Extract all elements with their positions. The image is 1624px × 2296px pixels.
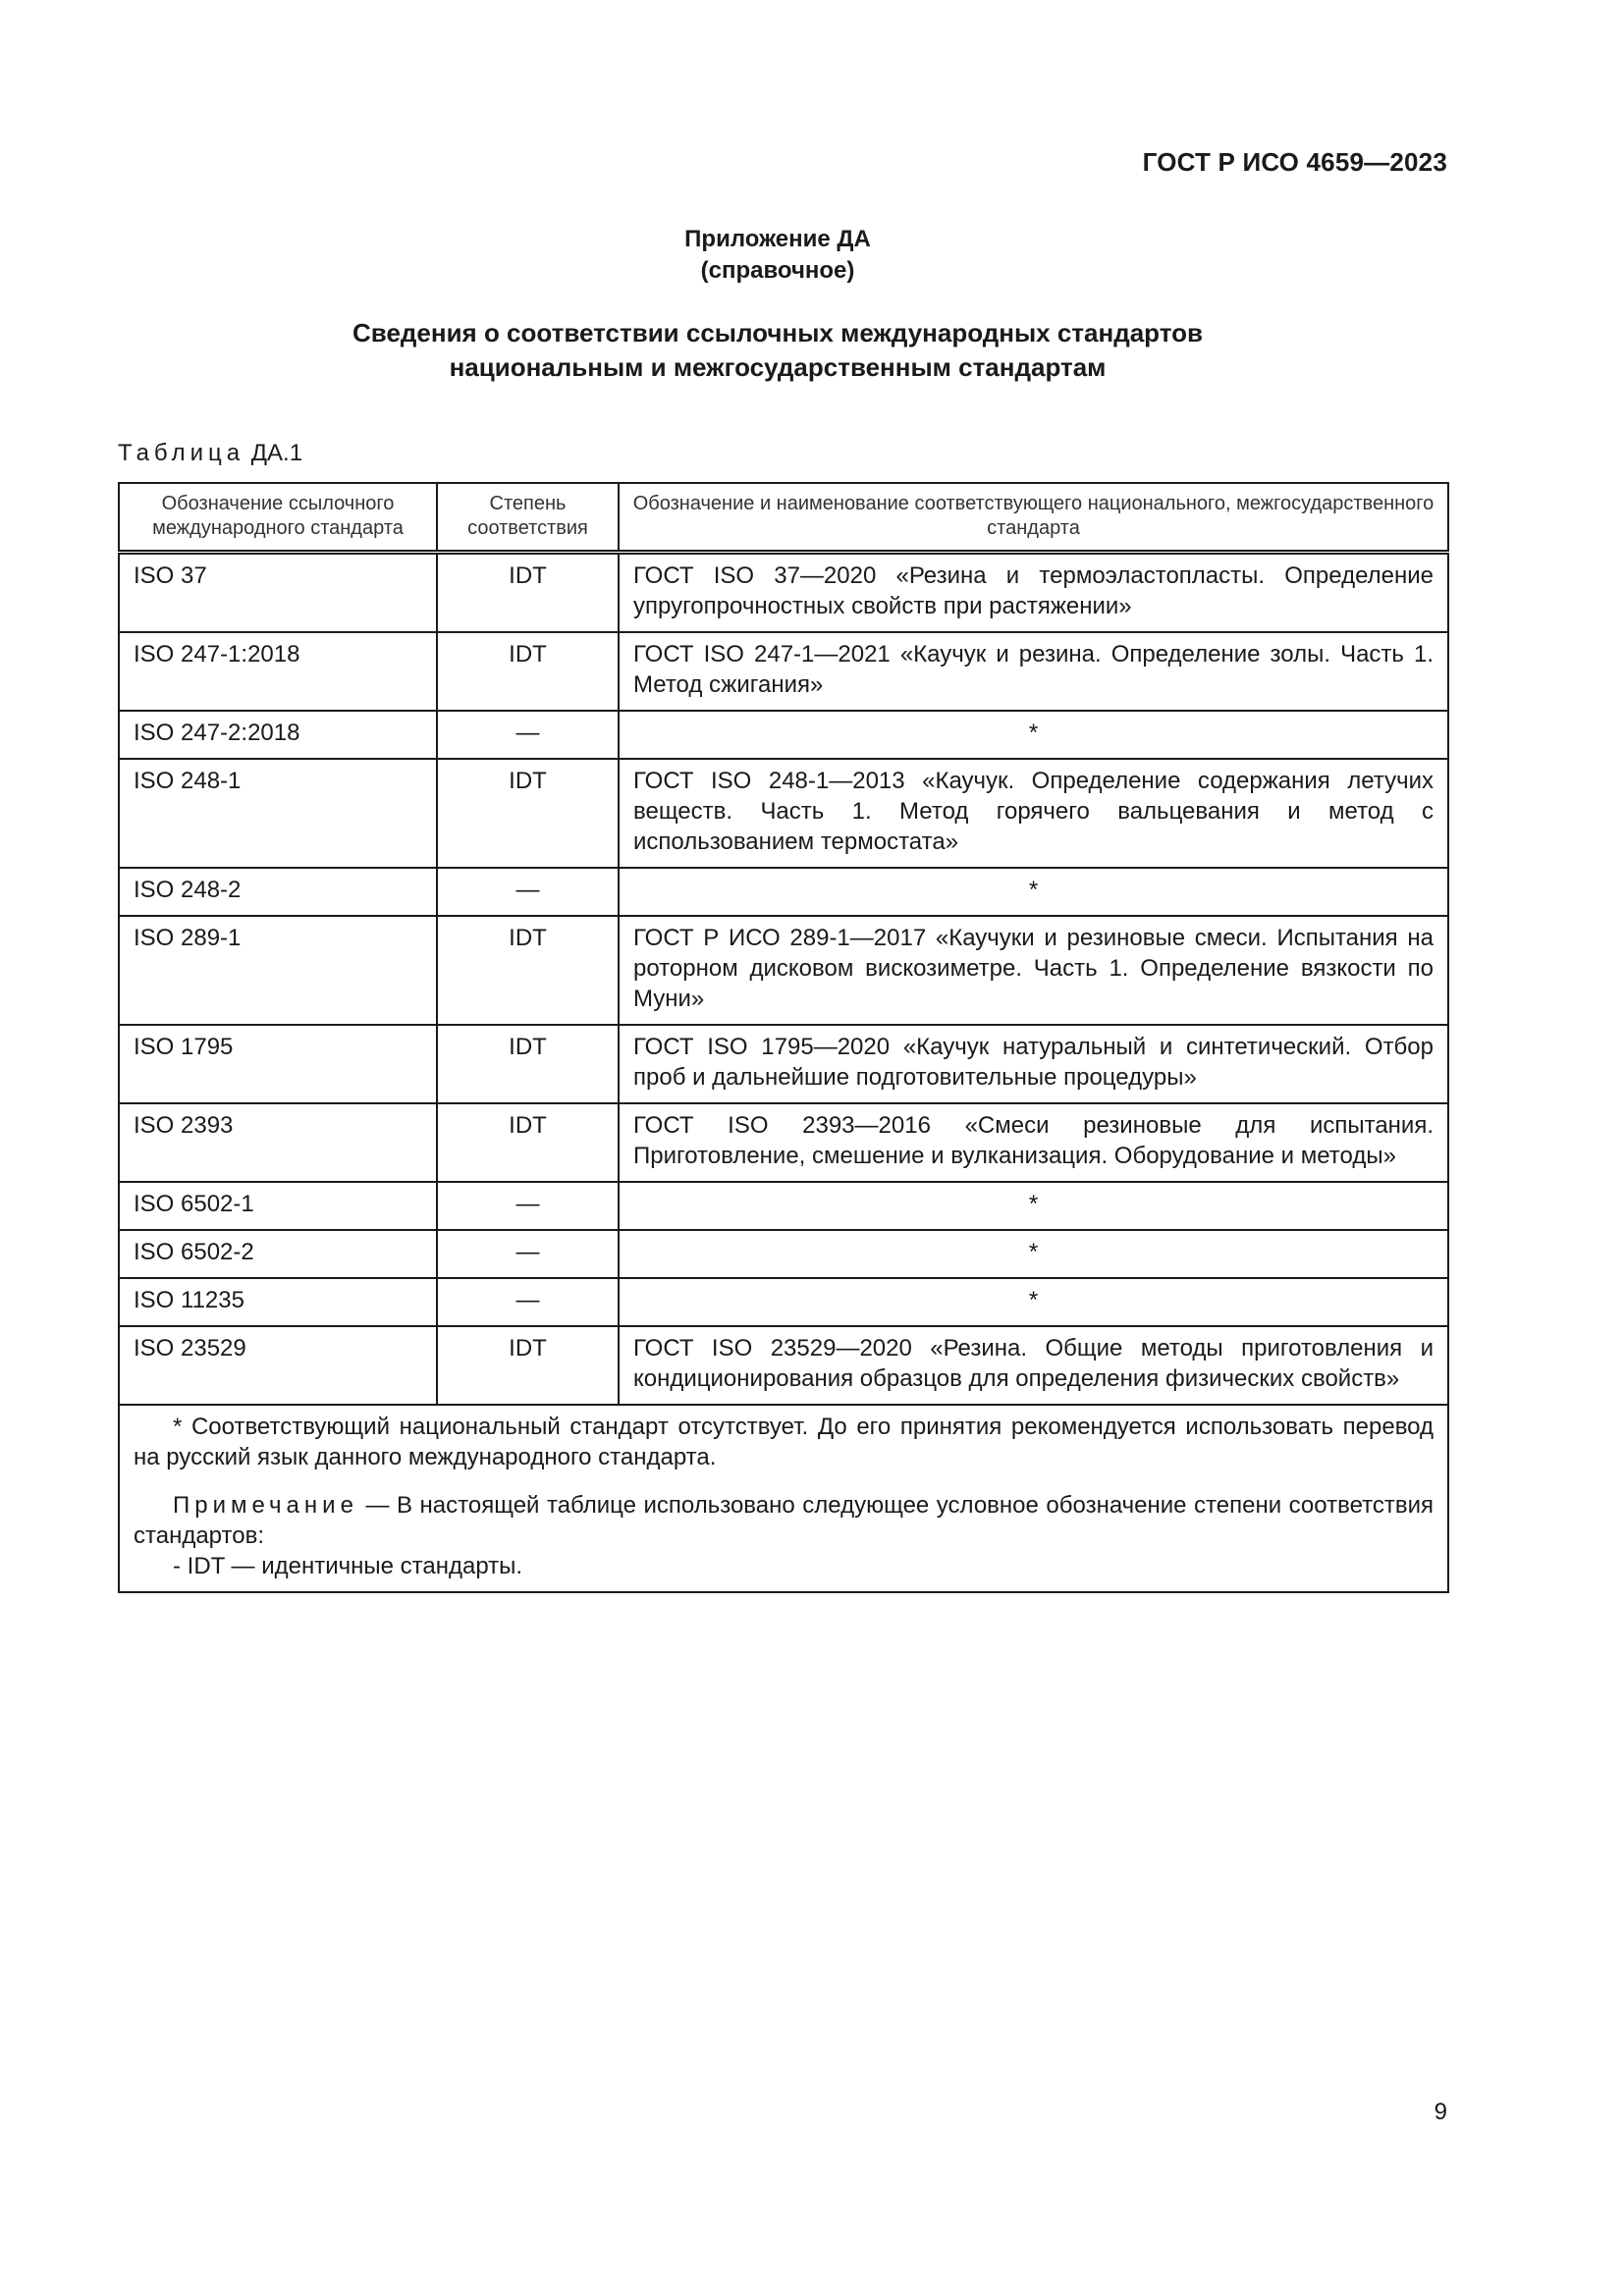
table-caption (118, 440, 302, 467)
table-notes-row (119, 1405, 1448, 1592)
table-row (119, 759, 1448, 868)
table-caption-number: ДА.1 (250, 440, 303, 466)
annex-subtitle: (справочное) (700, 257, 855, 284)
cell-degree: IDT (437, 916, 619, 1025)
cell-description: * (619, 1182, 1448, 1230)
cell-description: * (619, 1278, 1448, 1326)
cell-description: ГОСТ Р ИСО 289-1—2017 «Каучуки и резиновые смеси. Испытания на роторном дисковом вискозиметре. Часть 1. Определение вязкости по Муни» (619, 916, 1448, 1025)
cell-standard: ISO 23529 (119, 1326, 437, 1405)
cell-degree: IDT (437, 553, 619, 633)
table-row (119, 1230, 1448, 1278)
table-row (119, 916, 1448, 1025)
header-international-standard: Обозначение ссылочного международного стандарта (119, 483, 437, 553)
cell-standard: ISO 248-2 (119, 868, 437, 916)
table-header-row (119, 483, 1448, 553)
cell-description: * (619, 1230, 1448, 1278)
cell-degree: IDT (437, 759, 619, 868)
cell-standard: ISO 2393 (119, 1103, 437, 1182)
cell-description: * (619, 868, 1448, 916)
table-note (134, 1490, 1434, 1551)
cell-standard: ISO 1795 (119, 1025, 437, 1103)
table-row (119, 1103, 1448, 1182)
cell-degree: IDT (437, 1103, 619, 1182)
section-title-line-2: национальным и межгосударственным стандартам (449, 352, 1107, 382)
cell-degree: IDT (437, 1025, 619, 1103)
cell-description: ГОСТ ISO 247-1—2021 «Каучук и резина. Определение золы. Часть 1. Метод сжигания» (619, 632, 1448, 711)
cell-degree: — (437, 868, 619, 916)
cell-description: * (619, 711, 1448, 759)
table-row (119, 1326, 1448, 1405)
cell-degree: IDT (437, 1326, 619, 1405)
cell-description: ГОСТ ISO 248-1—2013 «Каучук. Определение содержания летучих веществ. Часть 1. Метод горячего вальцевания и метод с использованием термостата» (619, 759, 1448, 868)
table-footnote: * Соответствующий национальный стандарт отсутствует. До его принятия рекомендуется использовать перевод на русский язык данного международного стандарта. (134, 1414, 1434, 1470)
cell-standard: ISO 248-1 (119, 759, 437, 868)
cell-standard: ISO 6502-1 (119, 1182, 437, 1230)
table-row (119, 553, 1448, 633)
header-degree: Степень соответствия (437, 483, 619, 553)
table-row (119, 868, 1448, 916)
table-row (119, 1278, 1448, 1326)
note-item: - IDT — идентичные стандарты. (173, 1553, 523, 1579)
cell-description: ГОСТ ISO 23529—2020 «Резина. Общие методы приготовления и кондиционирования образцов для определения физических свойств» (619, 1326, 1448, 1405)
annex-title: Приложение ДА (684, 226, 871, 252)
note-text: — В настоящей таблице использовано следующее условное обозначение степени соответствия стандартов: (134, 1492, 1434, 1549)
document-code: ГОСТ Р ИСО 4659—2023 (1142, 147, 1447, 177)
annex-heading (0, 224, 1555, 287)
table-row (119, 1025, 1448, 1103)
cell-degree: — (437, 1230, 619, 1278)
table-row (119, 1182, 1448, 1230)
cell-standard: ISO 37 (119, 553, 437, 633)
table-notes (119, 1405, 1448, 1592)
section-title (0, 316, 1555, 385)
cell-degree: — (437, 1278, 619, 1326)
correspondence-table (118, 482, 1449, 1593)
cell-standard: ISO 6502-2 (119, 1230, 437, 1278)
table-caption-word: Таблица (118, 440, 245, 466)
cell-standard: ISO 289-1 (119, 916, 437, 1025)
table-row (119, 632, 1448, 711)
header-national-standard: Обозначение и наименование соответствующего национального, межгосударственного стандарта (619, 483, 1448, 553)
cell-standard: ISO 247-1:2018 (119, 632, 437, 711)
cell-standard: ISO 11235 (119, 1278, 437, 1326)
table-row (119, 711, 1448, 759)
cell-description: ГОСТ ISO 2393—2016 «Смеси резиновые для испытания. Приготовление, смешение и вулканизация. Оборудование и методы» (619, 1103, 1448, 1182)
cell-standard: ISO 247-2:2018 (119, 711, 437, 759)
cell-degree: — (437, 1182, 619, 1230)
cell-degree: — (437, 711, 619, 759)
cell-degree: IDT (437, 632, 619, 711)
page-number: 9 (1434, 2099, 1447, 2125)
cell-description: ГОСТ ISO 37—2020 «Резина и термоэластопласты. Определение упругопрочностных свойств при растяжении» (619, 553, 1448, 633)
cell-description: ГОСТ ISO 1795—2020 «Каучук натуральный и синтетический. Отбор проб и дальнейшие подготовительные процедуры» (619, 1025, 1448, 1103)
note-label: Примечание (173, 1492, 358, 1519)
section-title-line-1: Сведения о соответствии ссылочных международных стандартов (352, 318, 1203, 347)
